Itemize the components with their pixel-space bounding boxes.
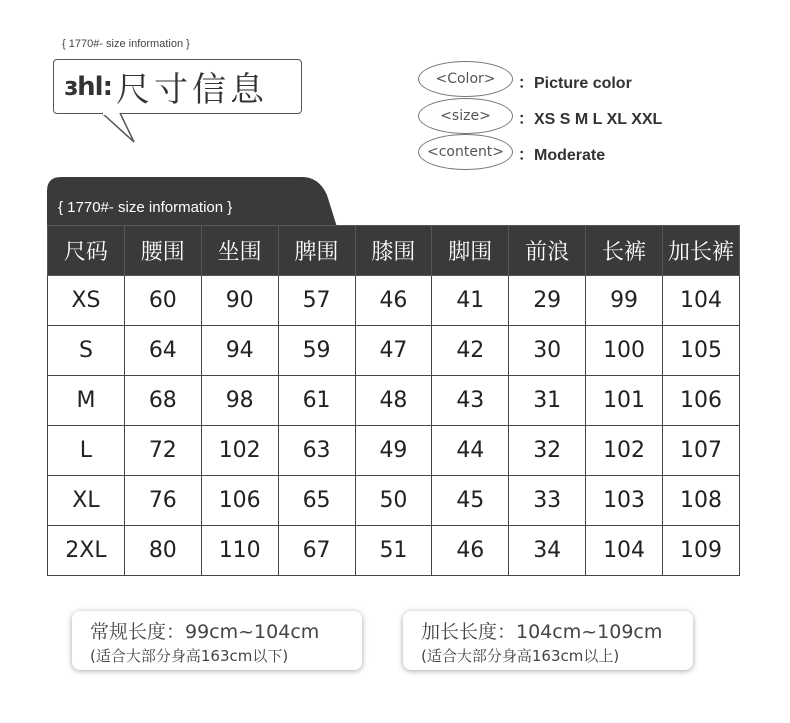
header-ankle: 脚围: [432, 226, 509, 276]
extended-length-subtext: (适合大部分身高163cm以上): [421, 647, 620, 665]
table-cell: 50: [355, 476, 432, 526]
table-cell: 107: [663, 426, 740, 476]
table-cell: 31: [509, 376, 586, 426]
table-cell: 32: [509, 426, 586, 476]
table-row: [48, 326, 740, 376]
table-cell: 46: [432, 526, 509, 576]
table-cell: 76: [124, 476, 201, 526]
table-cell: 57: [278, 276, 355, 326]
table-cell: 102: [201, 426, 278, 476]
table-cell: 29: [509, 276, 586, 326]
table-cell: 106: [663, 376, 740, 426]
table-cell: XS: [48, 276, 125, 326]
table-cell: S: [48, 326, 125, 376]
table-cell: 30: [509, 326, 586, 376]
table-cell: 64: [124, 326, 201, 376]
table-row: [48, 276, 740, 326]
table-cell: 44: [432, 426, 509, 476]
header-thigh: 脾围: [278, 226, 355, 276]
table-cell: 47: [355, 326, 432, 376]
table-cell: 43: [432, 376, 509, 426]
header-extra-long-pants: 加长裤: [663, 226, 740, 276]
size-info-caption: { 1770#- size information }: [62, 38, 190, 50]
table-cell: 41: [432, 276, 509, 326]
regular-length-text: 常规长度：99cm~104cm: [90, 621, 320, 643]
table-cell: 106: [201, 476, 278, 526]
legend-value-color: ：Picture color: [518, 75, 632, 92]
table-cell: 59: [278, 326, 355, 376]
table-cell: 94: [201, 326, 278, 376]
header-waist: 腰围: [124, 226, 201, 276]
table-cell: 80: [124, 526, 201, 576]
table-cell: 65: [278, 476, 355, 526]
table-cell: 42: [432, 326, 509, 376]
product-legend: [418, 61, 738, 181]
header-hip: 坐围: [201, 226, 278, 276]
table-cell: 61: [278, 376, 355, 426]
table-cell: 100: [586, 326, 663, 376]
table-cell: 67: [278, 526, 355, 576]
table-cell: 90: [201, 276, 278, 326]
table-cell: 102: [586, 426, 663, 476]
table-cell: 46: [355, 276, 432, 326]
table-cell: 109: [663, 526, 740, 576]
legend-tag-size: <size>: [418, 98, 513, 134]
table-tab-label: { 1770#- size information }: [58, 199, 233, 216]
table-cell: 45: [432, 476, 509, 526]
table-cell: 101: [586, 376, 663, 426]
table-cell: 105: [663, 326, 740, 376]
table-cell: 49: [355, 426, 432, 476]
table-cell: L: [48, 426, 125, 476]
legend-value-content: ：Moderate: [518, 147, 606, 164]
table-cell: 110: [201, 526, 278, 576]
header-long-pants: 长裤: [586, 226, 663, 276]
size-table: [47, 225, 740, 576]
table-cell: 33: [509, 476, 586, 526]
regular-length-note: [72, 611, 362, 670]
table-cell: 72: [124, 426, 201, 476]
brand-logo: ɜhl:: [64, 71, 112, 102]
table-row: [48, 426, 740, 476]
table-row: [48, 376, 740, 426]
table-cell: 60: [124, 276, 201, 326]
table-cell: 104: [663, 276, 740, 326]
table-row: [48, 476, 740, 526]
title-speech-bubble: [53, 59, 302, 114]
legend-tag-color: <Color>: [418, 61, 513, 97]
table-cell: 103: [586, 476, 663, 526]
header-size: 尺码: [48, 226, 125, 276]
extended-length-text: 加长长度：104cm~109cm: [421, 621, 663, 643]
table-cell: 98: [201, 376, 278, 426]
table-header-row: [48, 226, 740, 276]
header-knee: 膝围: [355, 226, 432, 276]
regular-length-subtext: (适合大部分身高163cm以下): [90, 647, 289, 665]
table-cell: 104: [586, 526, 663, 576]
table-cell: M: [48, 376, 125, 426]
table-row: [48, 526, 740, 576]
header-front-rise: 前浪: [509, 226, 586, 276]
page-title: 尺寸信息: [116, 70, 268, 110]
extended-length-note: [403, 611, 693, 670]
legend-value-size: ：XS S M L XL XXL: [518, 111, 663, 128]
bubble-tail-icon: [100, 112, 140, 144]
table-cell: 34: [509, 526, 586, 576]
table-cell: 68: [124, 376, 201, 426]
table-cell: 48: [355, 376, 432, 426]
table-cell: 63: [278, 426, 355, 476]
table-cell: 51: [355, 526, 432, 576]
table-cell: XL: [48, 476, 125, 526]
legend-tag-content: <content>: [418, 134, 513, 170]
table-cell: 99: [586, 276, 663, 326]
table-cell: 108: [663, 476, 740, 526]
table-cell: 2XL: [48, 526, 125, 576]
